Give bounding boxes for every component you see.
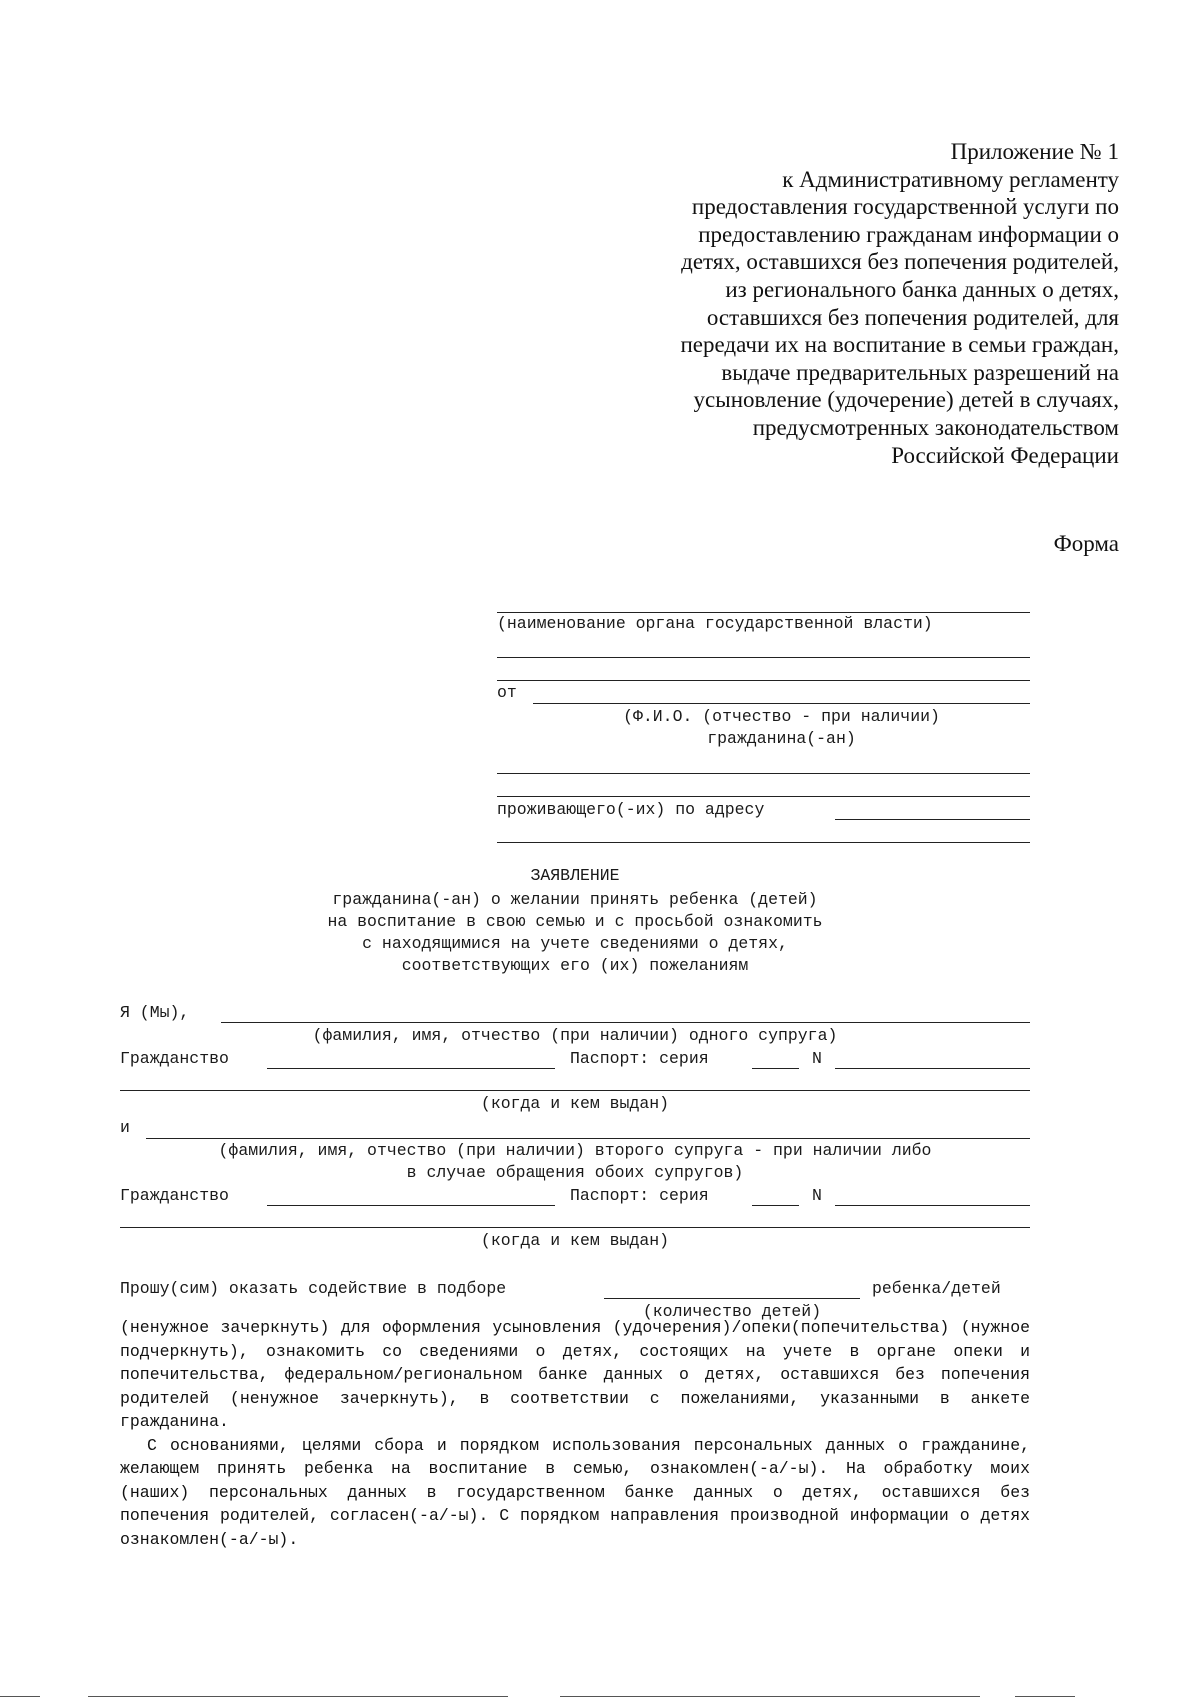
authority-caption: (наименование органа государственной власти) <box>497 614 933 633</box>
address-line-2[interactable] <box>497 842 1030 843</box>
applicant2-passport-label: Паспорт: серия <box>570 1186 709 1205</box>
applicant1-citizenship-line[interactable] <box>267 1068 555 1069</box>
fio-line-2[interactable] <box>497 773 1030 774</box>
scan-edge-mark <box>1015 1696 1075 1697</box>
statement-subtitle-line: гражданина(-ан) о желании принять ребенка (детей) <box>332 890 818 909</box>
applicant2-name-line[interactable] <box>146 1138 1030 1139</box>
scan-edge-mark <box>560 1696 980 1697</box>
applicant2-issued-line[interactable] <box>120 1227 1030 1228</box>
appendix-line: предоставления государственной услуги по <box>691 194 1119 220</box>
children-count-caption: (количество детей) <box>642 1302 822 1321</box>
applicant2-series-line[interactable] <box>752 1205 799 1206</box>
request-lead: Прошу(сим) оказать содействие в подборе <box>120 1279 507 1298</box>
applicant2-number-line[interactable] <box>835 1205 1030 1206</box>
appendix-line: предоставлению гражданам информации о <box>698 221 1119 247</box>
applicant2-issued-caption: (когда и кем выдан) <box>480 1231 670 1250</box>
request-tail: ребенка/детей <box>872 1279 1001 1298</box>
applicant1-passport-label: Паспорт: серия <box>570 1049 709 1068</box>
authority-line-2[interactable] <box>497 657 1030 658</box>
address-label: проживающего(-их) по адресу <box>497 800 765 819</box>
applicant1-caption: (фамилия, имя, отчество (при наличии) одного супруга) <box>312 1026 838 1045</box>
appendix-line: предусмотренных законодательством <box>752 414 1119 440</box>
fio-caption-line2: гражданина(-ан) <box>707 729 856 748</box>
appendix-line: оставшихся без попечения родителей, для <box>706 304 1119 330</box>
applicant2-number-label: N <box>812 1186 822 1205</box>
applicant1-citizenship-label: Гражданство <box>120 1049 229 1068</box>
form-label: Форма <box>1053 531 1119 556</box>
from-label: от <box>497 683 517 702</box>
scan-edge-mark <box>88 1696 508 1697</box>
applicant2-citizenship-line[interactable] <box>267 1205 555 1206</box>
applicant1-issued-caption: (когда и кем выдан) <box>480 1094 670 1113</box>
applicant2-caption-line2: в случае обращения обоих супругов) <box>406 1163 744 1182</box>
appendix-line: к Административному регламенту <box>782 166 1119 192</box>
appendix-line: детях, оставшихся без попечения родителей, <box>681 249 1119 275</box>
applicant2-caption-line1: (фамилия, имя, отчество (при наличии) второго супруга - при наличии либо <box>218 1141 932 1160</box>
fio-line[interactable] <box>533 703 1030 704</box>
appendix-line: выдаче предварительных разрешений на <box>721 359 1119 385</box>
appendix-line: передачи их на воспитание в семьи граждан, <box>680 332 1119 358</box>
statement-subtitle-line: на воспитание в свою семью и с просьбой ознакомить <box>327 912 823 931</box>
appendix-line: из регионального банка данных о детях, <box>725 276 1119 302</box>
appendix-line: Приложение № 1 <box>950 139 1119 164</box>
request-paragraph-2: С основаниями, целями сбора и порядком использования персональных данных о гражданине, желающем принять ребенка на воспитание в семью, ознакомлен(-а/-ы). На обработку моих (наших) персональных данных в государственном банке данных о детях, оставшихся без попечения родителей, согласен(-а/-ы). С порядком направления производной информации о детях ознакомлен(-а/-ы). <box>120 1435 1030 1549</box>
appendix-header <box>599 138 1119 469</box>
request-body <box>120 1316 1030 1551</box>
request-paragraph-1: (ненужное зачеркнуть) для оформления усыновления (удочерения)/опеки(попечительства) (нужное подчеркнуть), ознакомить со сведениями о детях, состоящих на учете в органе опеки и попечительства, федеральном/региональном банке данных о детях, оставшихся без попечения родителей (ненужное зачеркнуть), в соответствии с пожеланиями, указанными в анкете гражданина. <box>120 1318 1030 1431</box>
applicant1-series-line[interactable] <box>752 1068 799 1069</box>
statement-subtitle-line: с находящимися на учете сведениями о детях, <box>362 934 788 953</box>
applicant2-citizenship-label: Гражданство <box>120 1186 229 1205</box>
applicant1-label: Я (Мы), <box>120 1003 190 1022</box>
address-line[interactable] <box>835 819 1030 820</box>
fio-line-3[interactable] <box>497 796 1030 797</box>
authority-name-line[interactable] <box>497 612 1030 613</box>
statement-title: ЗАЯВЛЕНИЕ <box>530 866 620 885</box>
children-count-line[interactable] <box>604 1298 860 1299</box>
appendix-line: Российской Федерации <box>891 442 1119 468</box>
applicant1-name-line[interactable] <box>221 1022 1030 1023</box>
appendix-line: усыновление (удочерение) детей в случаях, <box>693 387 1119 413</box>
fio-caption-line1: (Ф.И.О. (отчество - при наличии) <box>623 707 940 726</box>
authority-line-3[interactable] <box>497 680 1030 681</box>
applicant1-number-line[interactable] <box>835 1068 1030 1069</box>
statement-subtitle-line: соответствующих его (их) пожеланиям <box>401 956 749 975</box>
applicant1-number-label: N <box>812 1049 822 1068</box>
applicant1-issued-line[interactable] <box>120 1090 1030 1091</box>
applicant2-label: и <box>120 1118 130 1137</box>
scan-edge-mark <box>0 1696 40 1697</box>
